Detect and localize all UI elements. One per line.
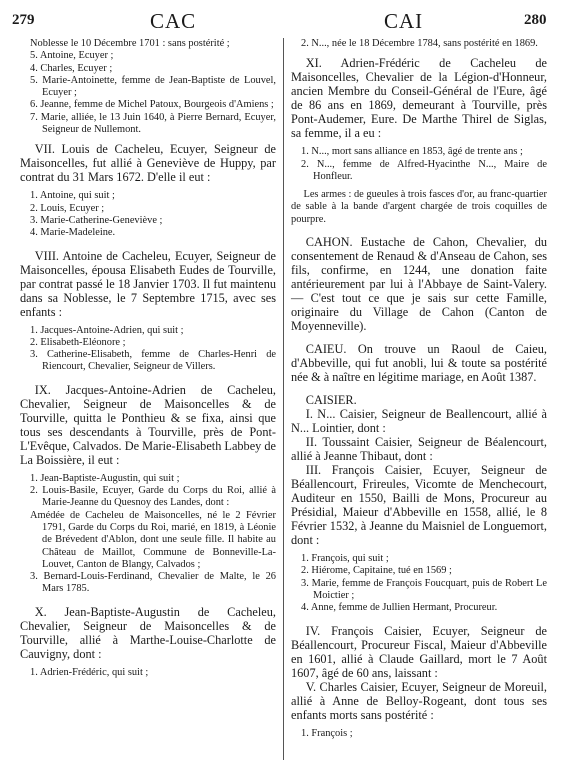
running-head-right: CAI (384, 9, 424, 33)
list-item: 1. François, qui suit ; (301, 553, 389, 565)
list-item: 2. N..., femme de Alfred-Hyacinthe N..., Maire de Honfleur. (301, 158, 547, 182)
list-item: 3. Catherine-Elisabeth, femme de Charles-Henri de Riencourt, Chevalier, Seigneur de Villers. (30, 349, 276, 373)
list-item: Noblesse le 10 Décembre 1701 : sans postérité ; (30, 38, 230, 49)
page-number-right: 280 (524, 12, 547, 28)
left-column (20, 38, 276, 679)
list-item: 3. Bernard-Louis-Ferdinand, Chevalier de Malte, le 26 Mars 1785. (30, 571, 276, 595)
list-item: 3. Marie-Catherine-Geneviève ; (30, 214, 163, 226)
paragraph: Les armes : de gueules à trois fasces d'or, au franc-quartier de sable à la bande d'argent chargée de trois coquilles de pourpre. (291, 189, 547, 225)
paragraph: XI. Adrien-Frédéric de Cacheleu de Maisoncelles, Chevalier de la Légion-d'Honneur, ancien Membre du Conseil-Général de l'Eure, âgé de 86 ans en 1869, demeurant à Tourville, près Pont-Audemer, Eure. De Marthe Thirel de Siglas, sa femme, il a eu : (291, 56, 547, 141)
list-item: 1. François ; (301, 727, 353, 739)
list-item: 7. Marie, alliée, le 13 Juin 1640, à Pierre Bernard, Ecuyer, Seigneur de Nullemont. (30, 111, 276, 136)
paragraph: III. François Caisier, Ecuyer, Seigneur de Béallencourt, Frireules, Vicomte de Menchecourt, Auditeur en 1550, Bailli de Mons, Procureur au Présidial, Maieur d'Abbeville en 1558, allié, le 8 Février 1532, à Jeanne du Maisniel de Longuemort, dont : (291, 463, 547, 548)
list-item: 4. Charles, Ecuyer ; (30, 62, 113, 74)
paragraph: IX. Jacques-Antoine-Adrien de Cacheleu, Chevalier, Seigneur de Maisoncelles & de Tourville, quitta le Ponthieu & se fixa, ainsi que tous ses descendants à Tourville, près de Pont-L'Evêque, Calvados. De Marie-Elisabeth Labbey de La Boissière, il eut : (20, 382, 276, 467)
paragraph: V. Charles Caisier, Ecuyer, Seigneur de Moreuil, allié à Anne de Belloy-Rogeant, dont tous ses enfants morts sans postérité : (291, 679, 547, 722)
paragraph: CAIEU. On trouve un Raoul de Caieu, d'Abbeville, qui fut anobli, lui & toute sa postérité née & à naître en légitime mariage, en Août 1387. (291, 342, 547, 385)
list-item: 2. Louis, Ecuyer ; (30, 202, 105, 214)
page-number-left: 279 (12, 12, 35, 28)
running-head-left: CAC (150, 9, 197, 33)
list-item: 1. Jean-Baptiste-Augustin, qui suit ; (30, 472, 180, 484)
paragraph: VIII. Antoine de Cacheleu, Ecuyer, Seigneur de Maisoncelles, épousa Elisabeth Eudes de Tourville, par contrat passé le 18 Janvier 1703. Il fut maintenu dans sa Noblesse, le 7 Septembre 1715, avec ses enfants : (20, 248, 276, 319)
list-item: 2. Louis-Basile, Ecuyer, Garde du Corps du Roi, allié à Marie-Jeanne du Quesnoy des Landes, dont : (30, 485, 276, 509)
paragraph: II. Toussaint Caisier, Seigneur de Béalencourt, allié à Jeanne Thibaut, dont : (291, 435, 547, 464)
paragraph: CAHON. Eustache de Cahon, Chevalier, du consentement de Renaud & d'Anseau de Cahon, ses fils, confirme, en 1244, une donation faite antérieurement par lui à l'Abbaye de Saint-Valery. — C'est tout ce que je sais sur cette Famille, originaire du Village de Cahon (Canton de Moyenneville). (291, 235, 547, 334)
list-item: 2. N..., née le 18 Décembre 1784, sans postérité en 1869. (301, 38, 538, 49)
paragraph: IV. François Caisier, Ecuyer, Seigneur de Béallencourt, Procureur Fiscal, Maieur d'Abbeville en 1601, allié à Claude Gaillard, mort le 7 Août 1607, âgé de 60 ans, laissant : (291, 623, 547, 680)
paragraph: VII. Louis de Cacheleu, Ecuyer, Seigneur de Maisoncelles, fut allié à Geneviève de Huppy, par contrat du 31 Mars 1672. D'elle il eut : (20, 142, 276, 185)
list-item: 1. Antoine, qui suit ; (30, 190, 115, 202)
list-item: 1. Jacques-Antoine-Adrien, qui suit ; (30, 324, 184, 336)
column-divider (283, 38, 284, 760)
list-item: 4. Marie-Madeleine. (30, 227, 116, 239)
paragraph: I. N... Caisier, Seigneur de Beallencourt, allié à N... Lointier, dont : (291, 407, 547, 436)
list-item: 1. N..., mort sans alliance en 1853, âgé de trente ans ; (301, 146, 523, 158)
list-item: 4. Anne, femme de Jullien Hermant, Procureur. (301, 602, 498, 614)
paragraph: X. Jean-Baptiste-Augustin de Cacheleu, Chevalier, Seigneur de Maisoncelles & de Tourville, allié à Marthe-Louise-Charlotte de Cauvigny, dont : (20, 604, 276, 661)
list-item: 6. Jeanne, femme de Michel Patoux, Bourgeois d'Amiens ; (30, 99, 274, 111)
list-item: 5. Marie-Antoinette, femme de Jean-Baptiste de Louvel, Ecuyer ; (30, 74, 276, 99)
list-item: Amédée de Cacheleu de Maisoncelles, né le 2 Février 1791, Garde du Corps du Roi, marié, en 1819, à Léonie de Brévedent d'Ablon, dont une seule fille. Il habite au Château de Maillot, Commune de Bonneville-La-Louvet, Canton de Blangy, Calvados ; (30, 509, 276, 570)
paragraph: CAISIER. (305, 393, 357, 408)
list-item: 2. Elisabeth-Eléonore ; (30, 336, 126, 348)
list-item: 3. Marie, femme de François Foucquart, puis de Robert Le Moictier ; (301, 577, 547, 601)
right-column (291, 38, 547, 740)
list-item: 1. Adrien-Frédéric, qui suit ; (30, 666, 149, 678)
list-item: 2. Hiérome, Capitaine, tué en 1569 ; (301, 565, 452, 577)
list-item: 5. Antoine, Ecuyer ; (30, 50, 114, 62)
